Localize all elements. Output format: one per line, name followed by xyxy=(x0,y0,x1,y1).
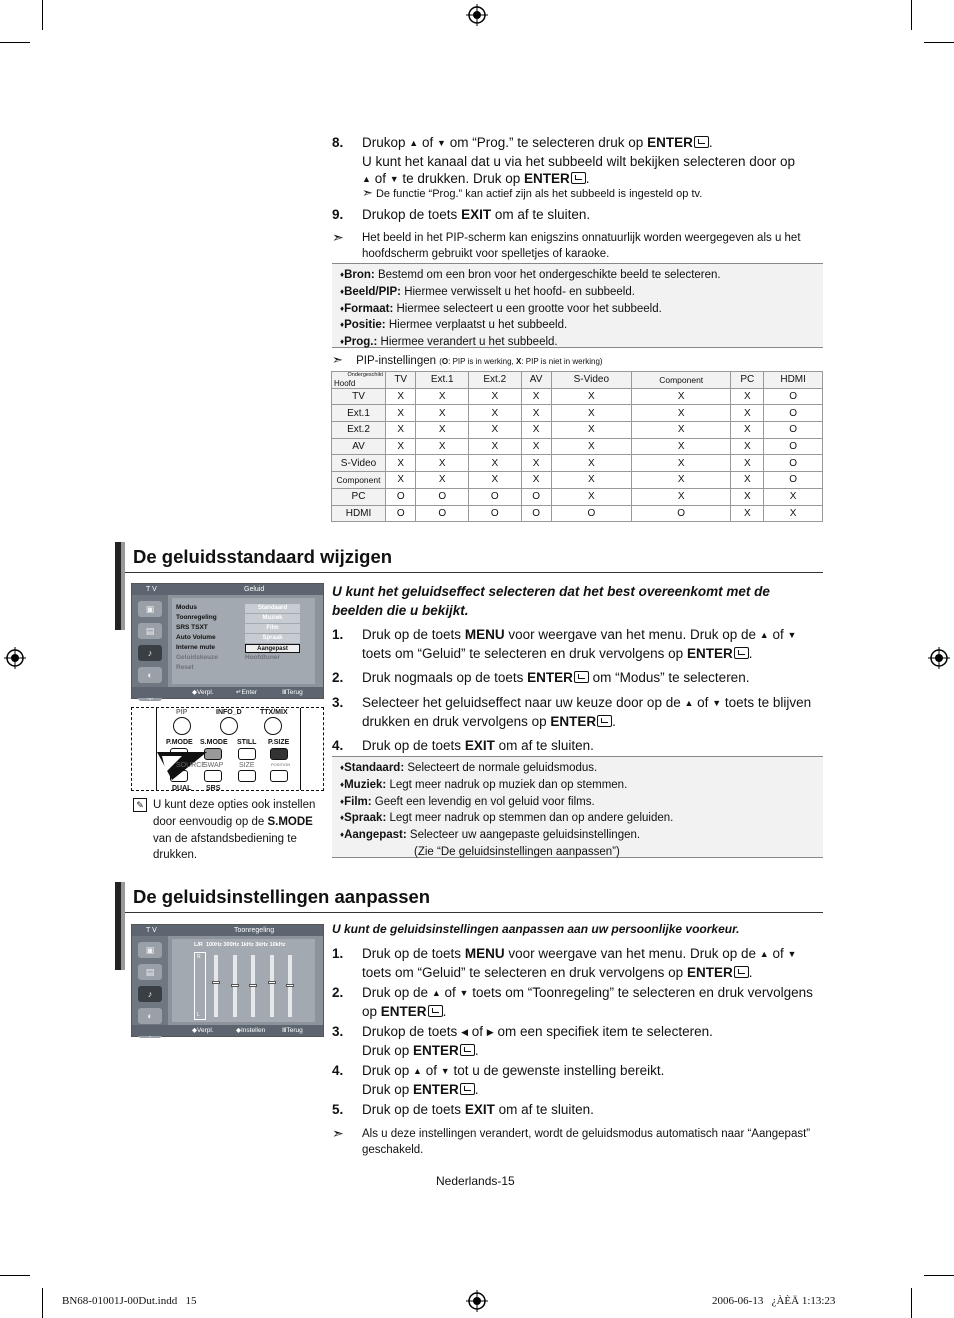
table-cell: X xyxy=(469,422,522,439)
note-arrow-icon: ➣ xyxy=(332,229,344,245)
enter-icon xyxy=(460,1044,475,1056)
note-arrow-icon: ➣ xyxy=(362,185,373,200)
left-arrow-icon: ◀ xyxy=(461,1027,468,1037)
table-cell: X xyxy=(551,422,631,439)
pip-button xyxy=(173,717,191,735)
eq-step-5: 5. Druk op de toets EXIT om af te sluiten. xyxy=(332,1102,594,1117)
table-cell: X xyxy=(731,472,764,489)
table-cell: X xyxy=(469,438,522,455)
table-cell: O xyxy=(416,505,469,522)
channel-icon: ◐ xyxy=(138,1008,162,1024)
eq-slider xyxy=(288,955,292,1017)
picture-icon: ▣ xyxy=(138,601,162,617)
table-cell: O xyxy=(469,488,522,505)
table-cell: X xyxy=(416,455,469,472)
eq-slider xyxy=(270,955,274,1017)
column-header: TV xyxy=(386,372,416,389)
table-cell: X xyxy=(386,438,416,455)
registration-mark-icon xyxy=(928,647,950,669)
list-item: ♦ Film: Geeft een levendig en vol geluid voor films. xyxy=(340,794,815,811)
table-cell: O xyxy=(386,488,416,505)
table-cell: O xyxy=(764,388,823,405)
table-cell: O xyxy=(764,455,823,472)
table-cell: X xyxy=(731,488,764,505)
remote-control-illustration: PIP INFO_D TTX/MIX P.MODE S.MODE STILL P.SIZE SOURCE SWAP SIZE POSITION DUAL SRS xyxy=(131,707,324,791)
table-cell: X xyxy=(632,388,731,405)
crop-mark xyxy=(911,1288,912,1318)
eq-step-3: 3. Drukop de toets ◀ of ▶ om een specifiek item te selecteren. Druk op ENTER . xyxy=(332,1024,713,1058)
table-cell: X xyxy=(469,455,522,472)
row-header: Ext.2 xyxy=(332,422,386,439)
table-cell: O xyxy=(551,505,631,522)
registration-mark-icon xyxy=(4,647,26,669)
down-arrow-icon: ▼ xyxy=(459,988,469,998)
enter-icon xyxy=(571,172,586,184)
table-cell: X xyxy=(386,455,416,472)
enter-icon xyxy=(734,966,749,978)
table-cell: X xyxy=(469,472,522,489)
sound-step-2: 2. Druk nogmaals op de toets ENTER om “Modus” te selecteren. xyxy=(332,670,750,685)
crop-mark xyxy=(0,1275,30,1276)
section-intro: U kunt het geluidseffect selecteren dat het best overeenkomt met de beelden die u bekijkt. xyxy=(332,584,770,618)
down-arrow-icon: ▼ xyxy=(437,138,446,148)
list-item: ♦ Positie: Hiermee verplaatst u het subbeeld. xyxy=(340,317,815,334)
up-arrow-icon: ▲ xyxy=(362,174,371,184)
osd-sidebar xyxy=(132,595,168,687)
list-item: ♦ Aangepast: Selecteer uw aangepaste geluidsinstellingen. xyxy=(340,827,815,844)
section-marker xyxy=(121,542,125,630)
down-arrow-icon: ▼ xyxy=(389,174,399,184)
table-cell: X xyxy=(386,422,416,439)
table-cell: X xyxy=(764,488,823,505)
table-cell: X xyxy=(469,388,522,405)
equalizer-menu-screenshot xyxy=(131,924,324,1037)
down-arrow-icon: ▼ xyxy=(712,698,722,708)
table-cell: X xyxy=(551,405,631,422)
list-item: ♦ Bron: Bestemd om een bron voor het ondergeschikte beeld te selecteren. xyxy=(340,267,815,284)
eq-slider xyxy=(214,955,218,1017)
enter-icon xyxy=(460,1083,475,1095)
list-item: ♦ Muziek: Legt meer nadruk op muziek dan op stemmen. xyxy=(340,777,815,794)
up-arrow-icon: ▲ xyxy=(413,1066,422,1076)
up-arrow-icon: ▲ xyxy=(431,988,441,998)
table-cell: O xyxy=(764,472,823,489)
table-cell: X xyxy=(731,405,764,422)
table-cell: O xyxy=(764,422,823,439)
table-row xyxy=(332,422,823,439)
row-header: Component xyxy=(332,472,386,489)
pip-features-box xyxy=(332,263,823,348)
crop-mark xyxy=(0,42,30,43)
eq-slider xyxy=(251,955,255,1017)
crop-mark xyxy=(42,1288,43,1318)
section-rule xyxy=(125,572,823,573)
table-cell: X xyxy=(416,438,469,455)
channel-icon: ◐ xyxy=(138,667,162,683)
table-cell: O xyxy=(764,405,823,422)
table-cell: X xyxy=(521,422,551,439)
table-cell: O xyxy=(521,488,551,505)
eq-step-1: 1. Druk op de toets MENU voor weergave van het menu. Druk op de ▲ of ▼ toets om “Geluid” te selecteren en druk vervolgens op ENTER . xyxy=(332,946,797,980)
table-cell: X xyxy=(551,455,631,472)
enter-icon xyxy=(574,671,589,683)
lr-balance-box: R L xyxy=(194,952,206,1020)
table-cell: X xyxy=(521,455,551,472)
table-cell: O xyxy=(632,505,731,522)
table-cell: X xyxy=(521,472,551,489)
eq-slider-knob xyxy=(249,984,257,987)
osd-title-bar: T V Geluid xyxy=(132,584,323,595)
row-header: Ext.1 xyxy=(332,405,386,422)
table-row xyxy=(332,405,823,422)
table-cell: X xyxy=(521,438,551,455)
table-cell: O xyxy=(469,505,522,522)
sound-modes-box xyxy=(332,756,823,858)
table-cell: O xyxy=(416,488,469,505)
step-8: 8. Drukop ▲ of ▼ om “Prog.” te selecteren druk op ENTER . U kunt het kanaal dat u via het subbeeld wilt bekijken selecteren door op ▲ of ▼ te drukken. Druk op ENTER . xyxy=(332,135,796,186)
input-icon: ▤ xyxy=(138,623,162,639)
table-row xyxy=(332,438,823,455)
table-cell: X xyxy=(551,472,631,489)
enter-icon xyxy=(597,715,612,727)
table-cell: X xyxy=(632,472,731,489)
note-icon: ✎ xyxy=(133,798,147,812)
table-cell: X xyxy=(632,405,731,422)
column-header: Ext.1 xyxy=(416,372,469,389)
swap-button xyxy=(204,770,222,782)
table-row xyxy=(332,388,823,405)
eq-slider xyxy=(233,955,237,1017)
step-8-note: ➣ De functie “Prog.” kan actief zijn als het subbeeld is ingesteld op tv. xyxy=(362,185,703,200)
sound-icon: ♪ xyxy=(138,645,162,661)
osd-title-bar: T V Toonregeling xyxy=(132,925,323,936)
step-number: 8. xyxy=(332,135,344,150)
table-cell: X xyxy=(386,388,416,405)
row-header: AV xyxy=(332,438,386,455)
crop-mark xyxy=(924,1275,954,1276)
enter-icon xyxy=(734,647,749,659)
print-file-info: BN68-01001J-00Dut.indd 15 xyxy=(62,1295,197,1307)
up-arrow-icon: ▲ xyxy=(684,698,694,708)
row-header: S-Video xyxy=(332,455,386,472)
down-arrow-icon: ▼ xyxy=(440,1066,450,1076)
equalizer-panel xyxy=(172,939,315,1022)
page-number: Nederlands-15 xyxy=(436,1174,515,1188)
down-arrow-icon: ▼ xyxy=(787,630,797,640)
table-header-row xyxy=(332,372,823,389)
source-button xyxy=(170,770,188,782)
info-button xyxy=(220,717,238,735)
eq-note: ➣ Als u deze instellingen verandert, wordt de geluidsmodus automatisch naar “Aangepast” geschakeld. xyxy=(332,1125,811,1156)
table-row xyxy=(332,488,823,505)
crop-mark xyxy=(42,0,43,30)
table-cell: X xyxy=(551,438,631,455)
list-item: ♦ Prog.: Hiermee verandert u het subbeeld. xyxy=(340,334,815,351)
osd-panel: Modus Toonregeling SRS TSXT Auto Volume Interne mute Geluidskeuze Reset Standaard Muziek Film Spraak Aangepast Hoofdtuner xyxy=(172,598,315,684)
size-button xyxy=(238,770,256,782)
pip-settings-table xyxy=(331,371,823,522)
section-title: De geluidsinstellingen aanpassen xyxy=(133,886,431,907)
modes-reference: (Zie “De geluidsinstellingen aanpassen”) xyxy=(414,845,620,858)
section-rule xyxy=(125,912,823,913)
table-cell: O xyxy=(521,505,551,522)
up-arrow-icon: ▲ xyxy=(759,949,769,959)
eq-step-2: 2. Druk op de ▲ of ▼ toets om “Toonregeling” te selecteren en druk vervolgens op ENTER . xyxy=(332,985,813,1019)
right-arrow-icon: ▶ xyxy=(486,1027,494,1037)
table-cell: X xyxy=(731,455,764,472)
table-cell: X xyxy=(731,422,764,439)
list-item: ♦ Beeld/PIP: Hiermee verwisselt u het hoofd- en subbeeld. xyxy=(340,284,815,301)
eq-slider-knob xyxy=(268,981,276,984)
print-date-info: 2006-06-13 ¿ÀÈÄ 1:13:23 xyxy=(712,1295,836,1307)
column-header: HDMI xyxy=(764,372,823,389)
registration-mark-icon xyxy=(466,4,488,26)
eq-slider-knob xyxy=(212,981,220,984)
down-arrow-icon: ▼ xyxy=(787,949,797,959)
table-cell: X xyxy=(632,422,731,439)
table-cell: X xyxy=(731,505,764,522)
position-button xyxy=(270,770,288,782)
row-header: HDMI xyxy=(332,505,386,522)
section-intro: U kunt de geluidsinstellingen aanpassen aan uw persoonlijke voorkeur. xyxy=(332,922,740,936)
table-cell: X xyxy=(416,472,469,489)
eq-slider-knob xyxy=(231,984,239,987)
row-header: TV xyxy=(332,388,386,405)
table-cell: X xyxy=(386,405,416,422)
column-header: Ext.2 xyxy=(469,372,522,389)
sound-step-4: 4. Druk op de toets EXIT om af te sluiten. xyxy=(332,738,594,753)
table-cell: X xyxy=(632,438,731,455)
eq-slider-knob xyxy=(286,984,294,987)
sound-step-3: 3. Selecteer het geluidseffect naar uw keuze door op de ▲ of ▼ toets te blijven drukken en druk vervolgens op ENTER . xyxy=(332,695,812,729)
pip-settings-label: ➣ PIP-instellingen (O: PIP is in werking, X: PIP is niet in werking) xyxy=(332,352,603,367)
column-header: Component xyxy=(632,372,731,389)
osd-footer: ◆Verpl. ◆Instellen ⅢTerug xyxy=(132,1025,323,1036)
table-cell: X xyxy=(416,388,469,405)
osd-footer: ◆Verpl. ↵Enter ⅢTerug xyxy=(132,687,323,698)
table-row xyxy=(332,455,823,472)
eq-step-4: 4. Druk op ▲ of ▼ tot u de gewenste instelling bereikt. Druk op ENTER . xyxy=(332,1063,665,1097)
step-9: 9. Drukop de toets EXIT om af te sluiten. xyxy=(332,207,591,222)
table-cell: X xyxy=(521,405,551,422)
column-header: S-Video xyxy=(551,372,631,389)
sound-icon: ♪ xyxy=(138,986,162,1002)
sound-step-1: 1. Druk op de toets MENU voor weergave van het menu. Druk op de ▲ of ▼ toets om “Geluid” te selecteren en druk vervolgens op ENTER . xyxy=(332,627,797,661)
sound-menu-screenshot xyxy=(131,583,324,699)
section-title: De geluidsstandaard wijzigen xyxy=(133,546,393,567)
list-item: ♦ Standaard: Selecteert de normale geluidsmodus. xyxy=(340,760,815,777)
table-cell: X xyxy=(469,405,522,422)
picture-icon: ▣ xyxy=(138,942,162,958)
osd-sidebar xyxy=(132,936,168,1025)
table-cell: X xyxy=(632,455,731,472)
list-item: ♦ Spraak: Legt meer nadruk op stemmen dan op andere geluiden. xyxy=(340,810,815,827)
remote-tip: U kunt deze opties ook instellen door eenvoudig op de S.MODE van de afstandsbediening te drukken. xyxy=(153,799,316,862)
ttx-mix-button xyxy=(264,717,282,735)
crop-mark xyxy=(911,0,912,30)
list-item: ♦ Formaat: Hiermee selecteert u een grootte voor het subbeeld. xyxy=(340,301,815,318)
table-cell: O xyxy=(386,505,416,522)
table-cell: X xyxy=(764,505,823,522)
table-cell: X xyxy=(551,388,631,405)
p-size-button xyxy=(270,748,288,760)
table-cell: O xyxy=(764,438,823,455)
table-cell: X xyxy=(521,388,551,405)
table-cell: X xyxy=(551,488,631,505)
table-row xyxy=(332,472,823,489)
input-icon: ▤ xyxy=(138,964,162,980)
table-row xyxy=(332,505,823,522)
crop-mark xyxy=(924,42,954,43)
table-cell: X xyxy=(416,405,469,422)
enter-icon xyxy=(428,1005,443,1017)
up-arrow-icon: ▲ xyxy=(409,138,419,148)
section-marker xyxy=(121,882,125,970)
still-button xyxy=(238,748,256,760)
table-cell: X xyxy=(731,438,764,455)
note-arrow-icon: ➣ xyxy=(332,352,343,367)
column-header: AV xyxy=(521,372,551,389)
table-cell: X xyxy=(731,388,764,405)
column-header: PC xyxy=(731,372,764,389)
enter-icon xyxy=(694,136,709,148)
table-corner: Ondergeschikt Hoofd xyxy=(332,372,386,389)
row-header: PC xyxy=(332,488,386,505)
pip-legend: (O: PIP is in werking, X: PIP is niet in werking) xyxy=(439,357,603,366)
table-cell: X xyxy=(386,472,416,489)
note-arrow-icon: ➣ xyxy=(332,1125,344,1141)
registration-mark-icon xyxy=(466,1290,488,1312)
up-arrow-icon: ▲ xyxy=(759,630,769,640)
eq-band-labels: L/R 100Hz 300Hz 1kHz 3kHz 10kHz xyxy=(194,942,286,948)
table-cell: X xyxy=(416,422,469,439)
pip-note: ➣ Het beeld in het PIP-scherm kan enigszins onnatuurlijk worden weergegeven als u het hoofdscherm gebruikt voor spelletjes of karaoke. xyxy=(332,229,801,260)
table-cell: X xyxy=(632,488,731,505)
